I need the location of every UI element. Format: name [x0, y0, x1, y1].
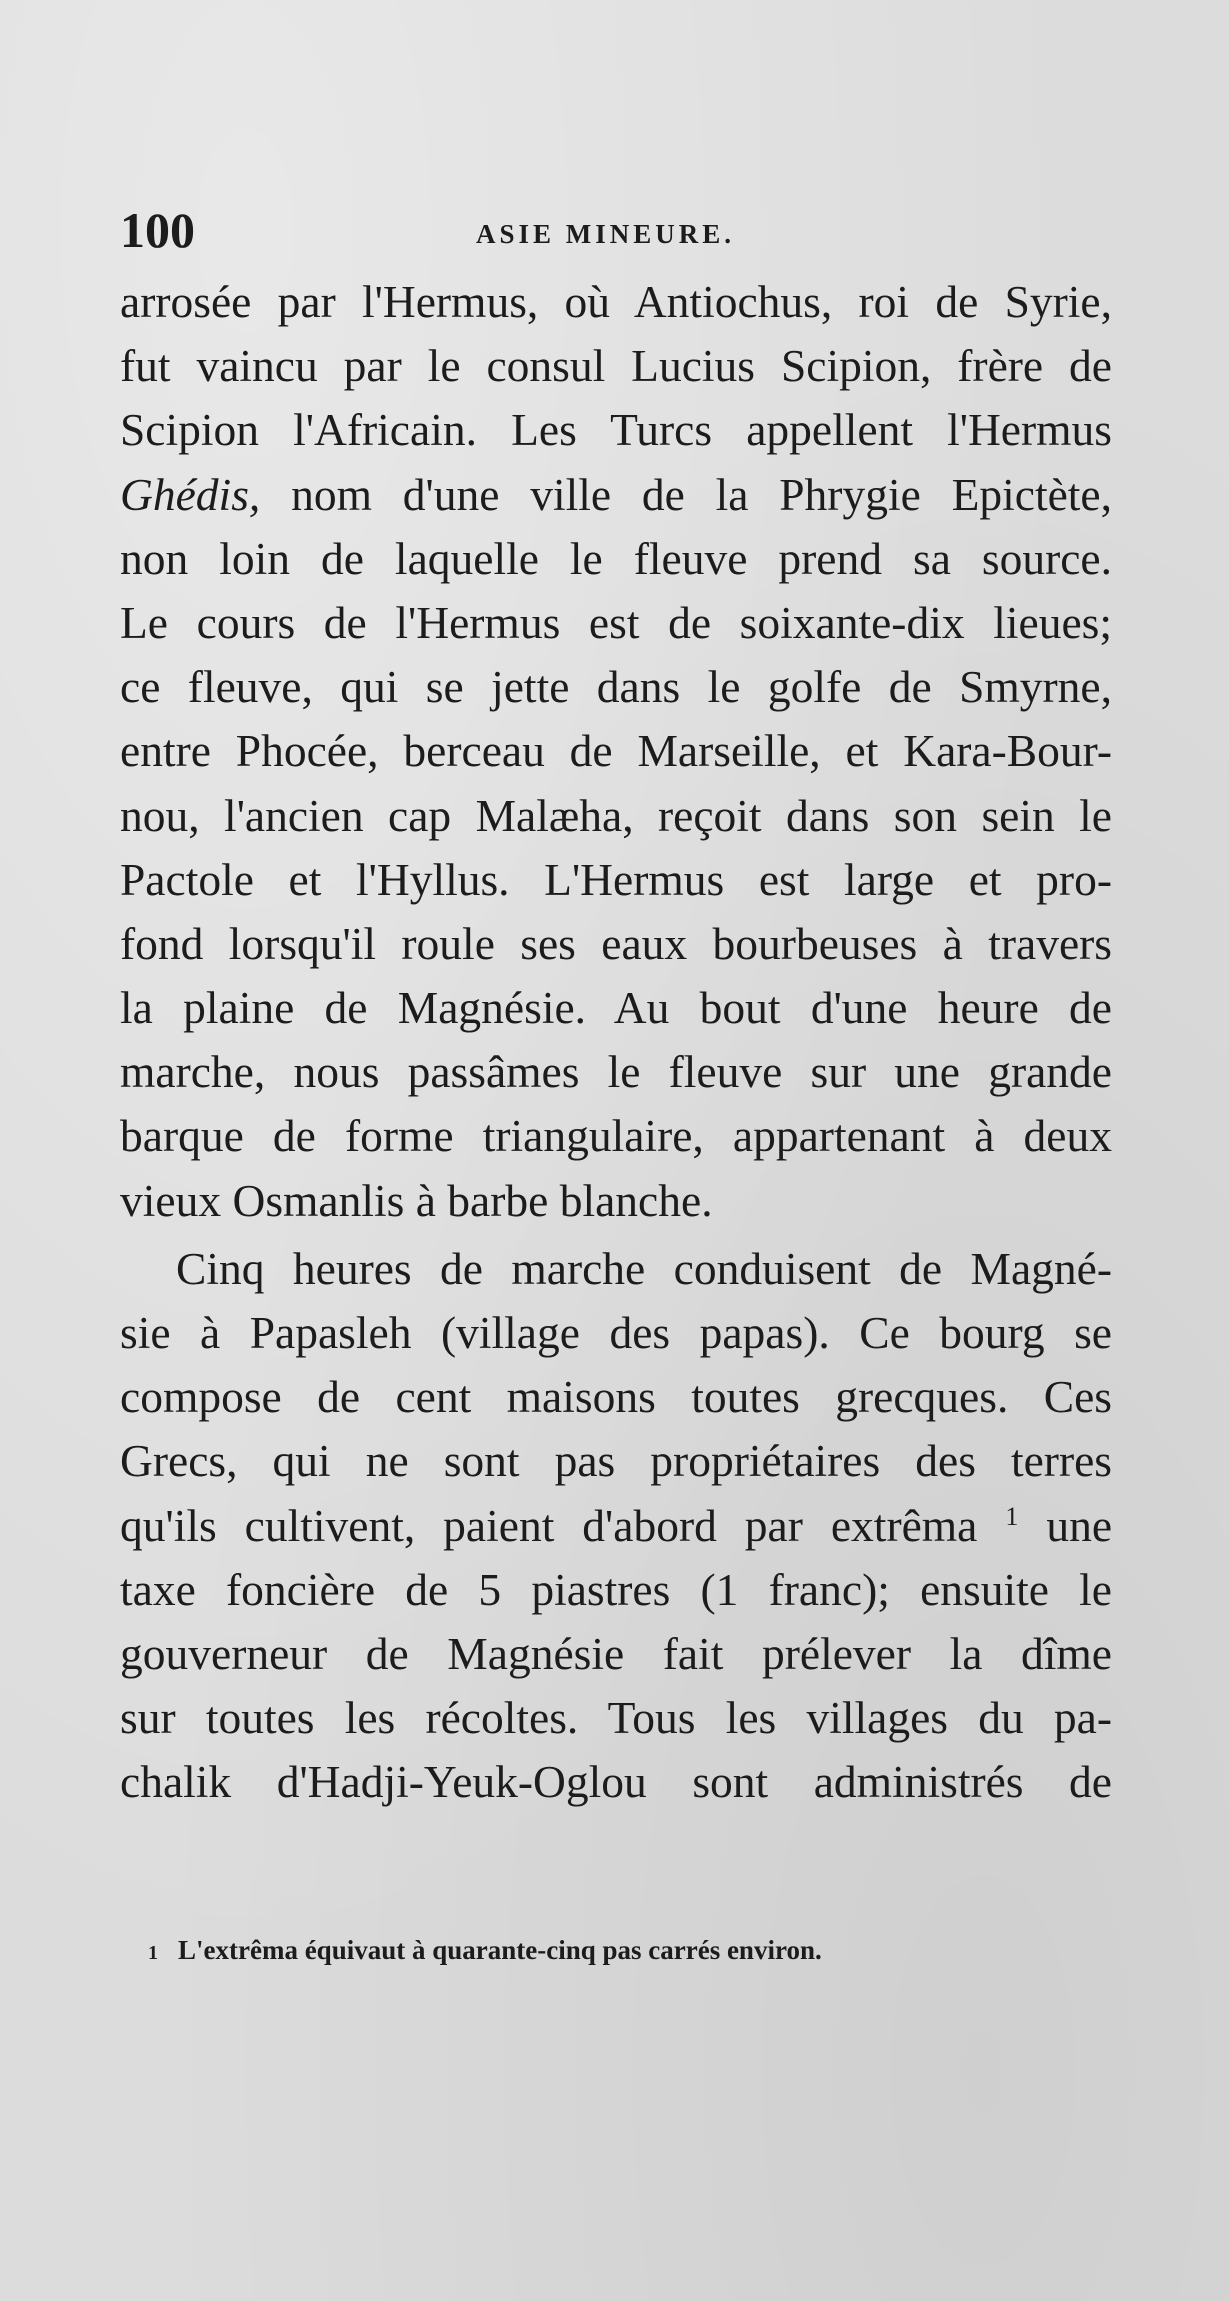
text-line: Cinq heures de marche conduisent de Magné-: [176, 1242, 1112, 1294]
text-line: barque de forme triangulaire, appartenant à deux: [120, 1110, 1112, 1162]
footnote-reference[interactable]: 1: [1005, 1501, 1019, 1531]
text-line: sie à Papasleh (village des papas). Ce bourg se: [120, 1307, 1112, 1358]
footnote-text: L'extrêma équivaut à quarante-cinq pas carrés environ.: [178, 1935, 822, 1965]
italic-word: Ghédis,: [120, 468, 261, 520]
text-line: entre Phocée, berceau de Marseille, et Kara-Bour-: [120, 725, 1112, 777]
text-line: non loin de laquelle le fleuve prend sa source.: [120, 532, 1112, 584]
text-line: gouverneur de Magnésie fait prélever la dîme: [120, 1627, 1112, 1679]
text-line: vieux Osmanlis à barbe blanche.: [120, 1174, 713, 1226]
text-line: fond lorsqu'il roule ses eaux bourbeuses à travers: [120, 917, 1112, 969]
text-line: marche, nous passâmes le fleuve sur une grande: [120, 1046, 1112, 1098]
text-line-with-footnote-ref: [120, 1494, 1112, 1558]
text-line: Grecs, qui ne sont pas propriétaires des terres: [120, 1435, 1112, 1487]
text-line: fut vaincu par le consul Lucius Scipion, frère de: [120, 340, 1112, 392]
text-line: compose de cent maisons toutes grecques. Ces: [120, 1371, 1112, 1423]
text-line: chalik d'Hadji-Yeuk-Oglou sont administrés de: [120, 1756, 1112, 1808]
footnote: [148, 1930, 822, 1973]
text-line: Pactole et l'Hyllus. L'Hermus est large et pro-: [120, 853, 1112, 905]
text-line: arrosée par l'Hermus, où Antiochus, roi de Syrie,: [120, 276, 1112, 327]
page-header: [120, 200, 1120, 260]
text-line: nou, l'ancien cap Malæha, reçoit dans son sein le: [120, 789, 1112, 841]
text-line: sur toutes les récoltes. Tous les villages du pa-: [120, 1692, 1112, 1744]
text-line: taxe foncière de 5 piastres (1 franc); ensuite le: [120, 1563, 1112, 1615]
running-head: ASIE MINEURE.: [476, 219, 736, 249]
text-fragment: qu'ils cultivent, paient d'abord par extrêma: [120, 1499, 978, 1551]
page-number: 100: [120, 202, 195, 258]
footnote-mark: 1: [148, 1942, 158, 1964]
text-fragment: nom d'une ville de la Phrygie Epictète,: [291, 468, 1113, 520]
text-fragment: une: [1046, 1499, 1113, 1551]
text-line: Le cours de l'Hermus est de soixante-dix lieues;: [120, 596, 1112, 648]
text-line: la plaine de Magnésie. Au bout d'une heure de: [120, 982, 1112, 1034]
text-line: ce fleuve, qui se jette dans le golfe de Smyrne,: [120, 661, 1112, 713]
text-line-with-italic: [120, 463, 1112, 527]
text-line: Scipion l'Africain. Les Turcs appellent l'Hermus: [120, 404, 1112, 456]
body-text: [120, 270, 1112, 1815]
